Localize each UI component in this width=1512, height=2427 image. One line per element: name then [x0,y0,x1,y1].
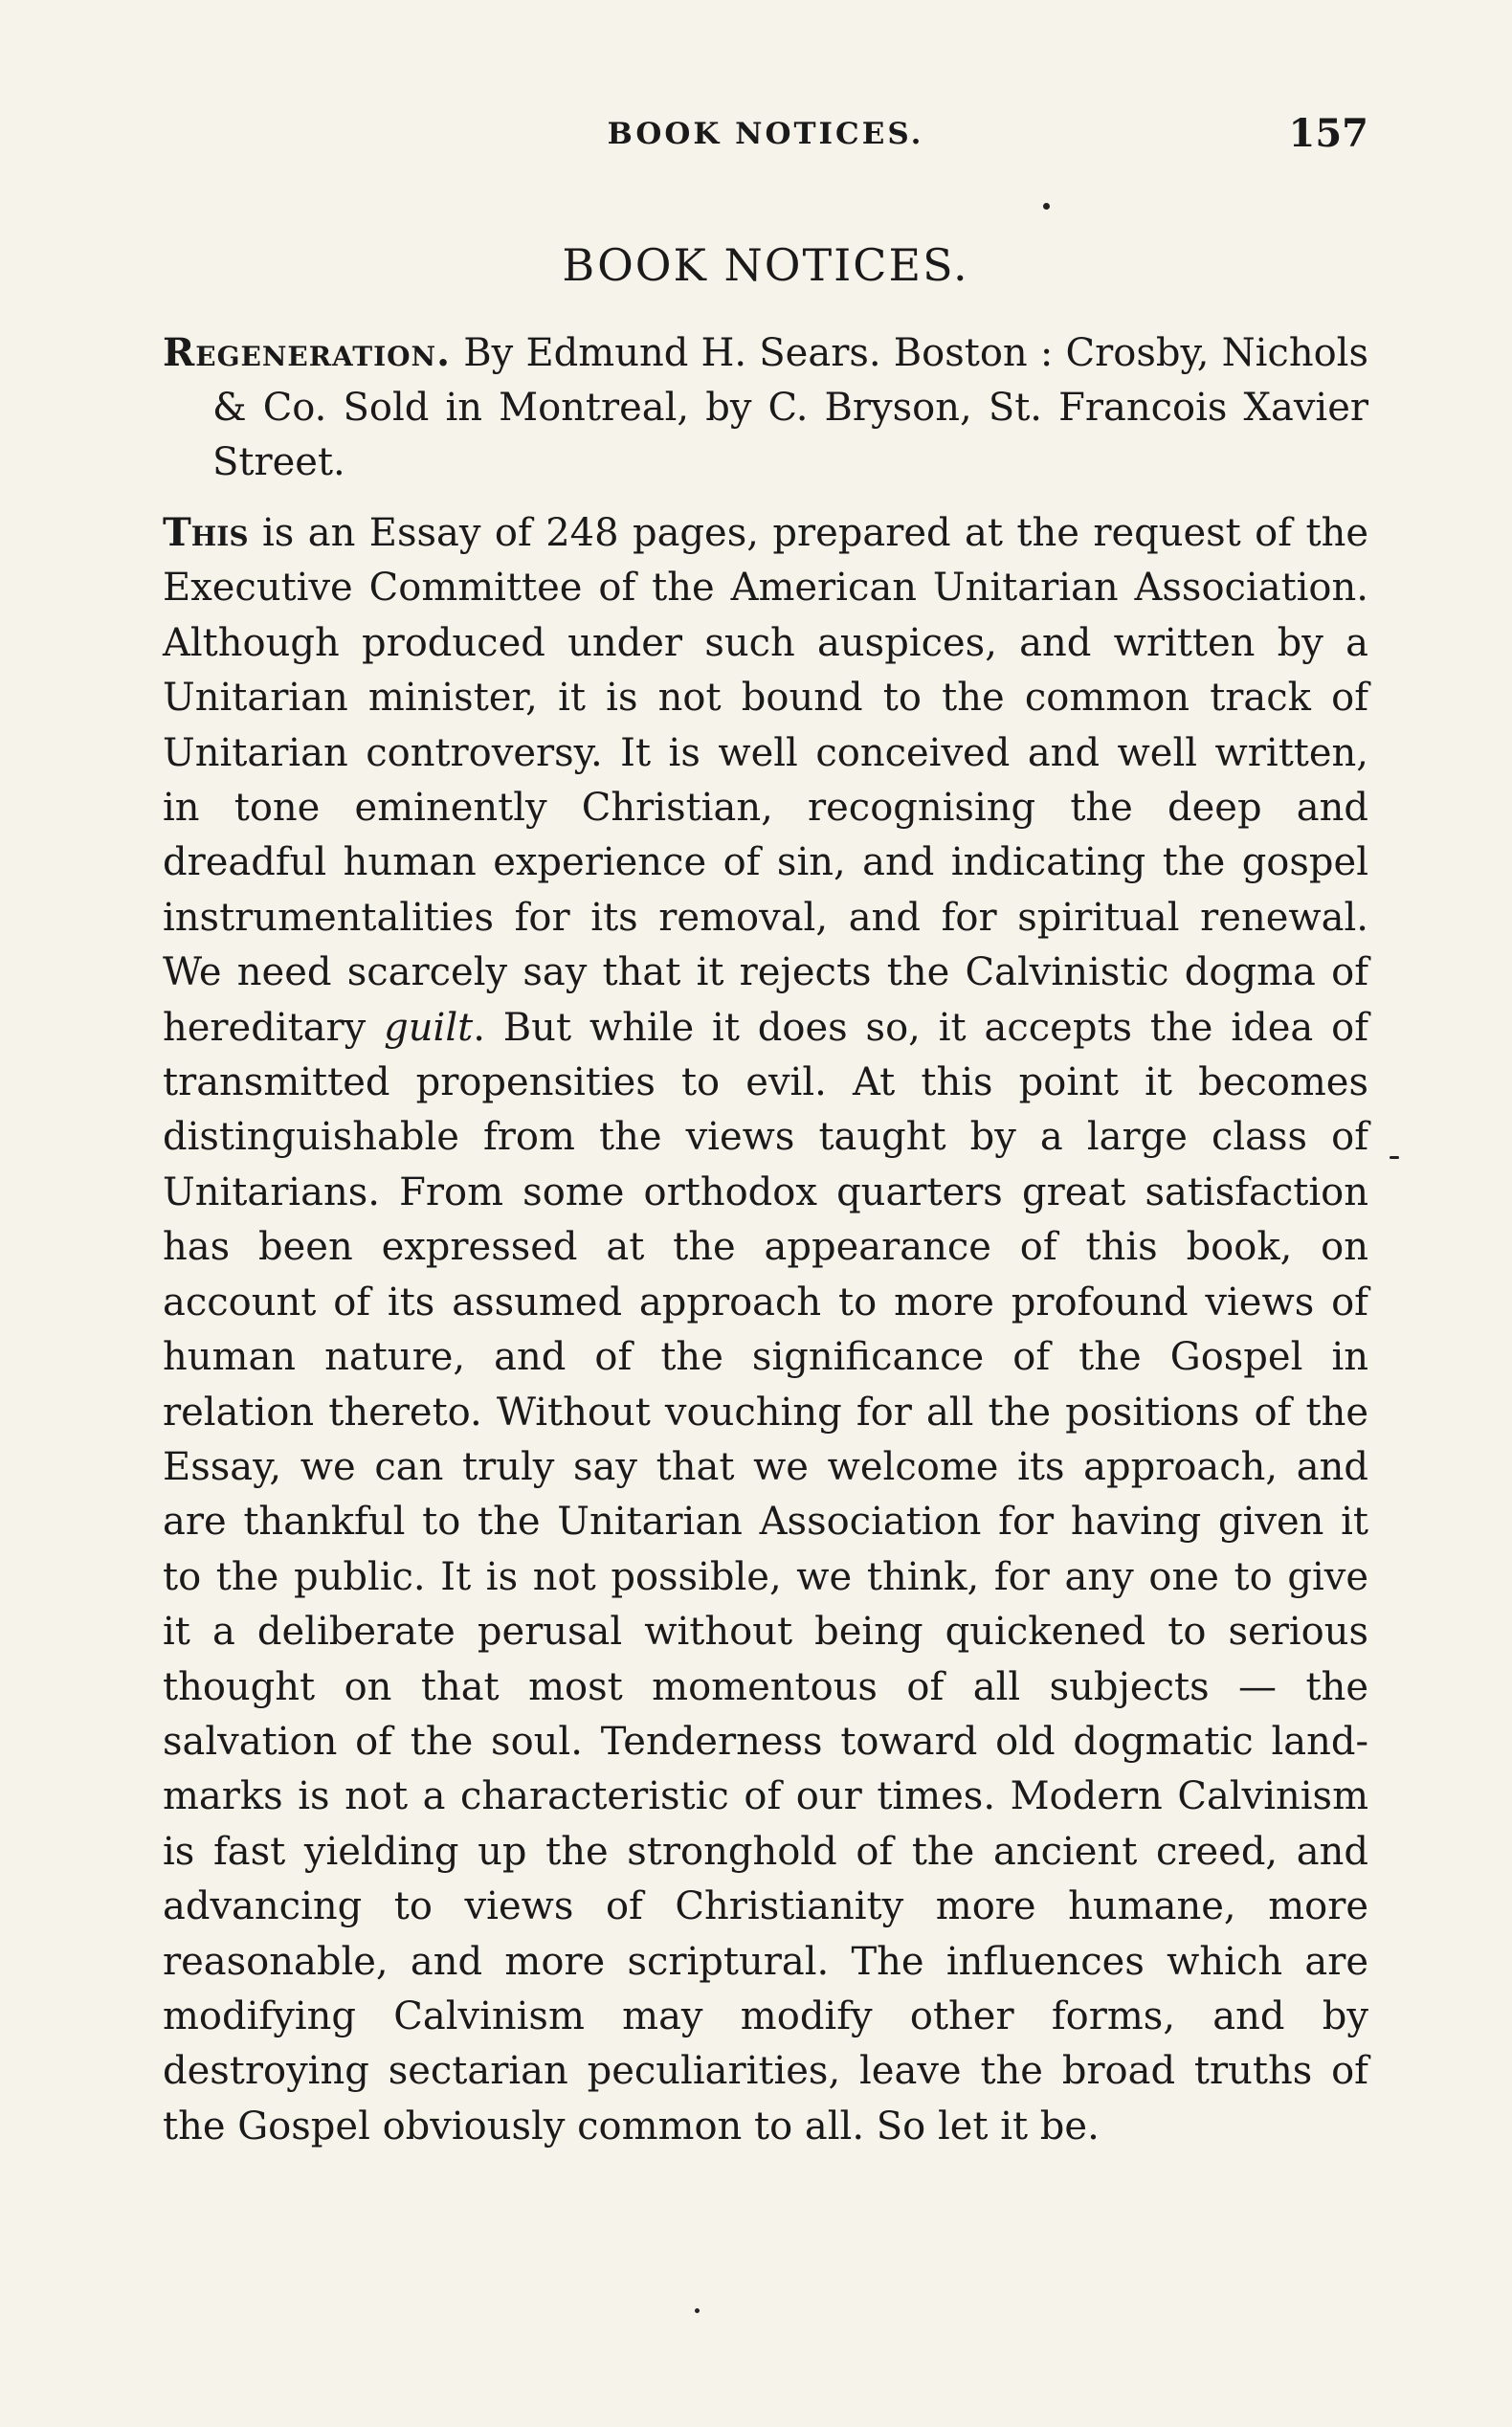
lead-word: This [163,510,249,555]
emphasized-word: guilt [384,1005,474,1050]
notice-body [163,505,1368,2154]
ink-speck-margin [1390,1156,1399,1159]
citation-details: By Edmund H. Sears. Boston : Crosby, Nichols & Co. Sold in Montreal, by C. Bryson, St. Francois Xavier Street. [212,331,1368,484]
body-text-part-2: . But while it does so, it accepts the idea of transmitted propensities to evil. At this point it becomes distinguishable from the views taught by a large class of Unitarians. From some orthodox quarters great satisfaction has been expressed at the appearance of this book, on account of its assumed approach to more profound views of human nature, and of the significance of the Gospel in relation thereto. Without vouching for all the positions of the Essay, we can truly say that we welcome its approach, and are thankful to the Unitarian Association for having given it to the public. It is not possible, we think, for any one to give it a deliberate perusal without being quickened to serious thought on that most momentous of all subjects — the salvation of the soul. Tenderness toward old dogmatic land-marks is not a characteristic of our times. Modern Calvinism is fast yielding up the stronghold of the ancient creed, and advancing to views of Christianity more humane, more reasonable, and more scriptural. The influences which are modifying Calvinism may modify other forms, and by destroying sectarian peculiarities, leave the broad truths of the Gospel obviously common to all. So let it be. [163,1005,1369,2149]
ink-speck-top [1043,203,1050,210]
ink-speck-bottom [695,2308,700,2313]
running-head [163,111,1368,174]
book-citation [163,325,1368,490]
page-number: 157 [1288,111,1368,156]
book-title: Regeneration. [163,330,452,375]
section-heading: BOOK NOTICES. [562,239,969,291]
body-text-part-1: is an Essay of 248 pages, prepared at the request of the Executive Committee of the American Unitarian Association. Although produced under such auspices, and written by a Unitarian minister, it is not bound to the common track of Unitarian controversy. It is well conceived and well written, in tone eminently Christian, recognising the deep and dreadful human experience of sin, and indicating the gospel instrumentalities for its removal, and for spiritual renewal. We need scarcely say that it rejects the Calvinistic dogma of hereditary [163,511,1368,1050]
running-title: BOOK NOTICES. [607,117,924,151]
